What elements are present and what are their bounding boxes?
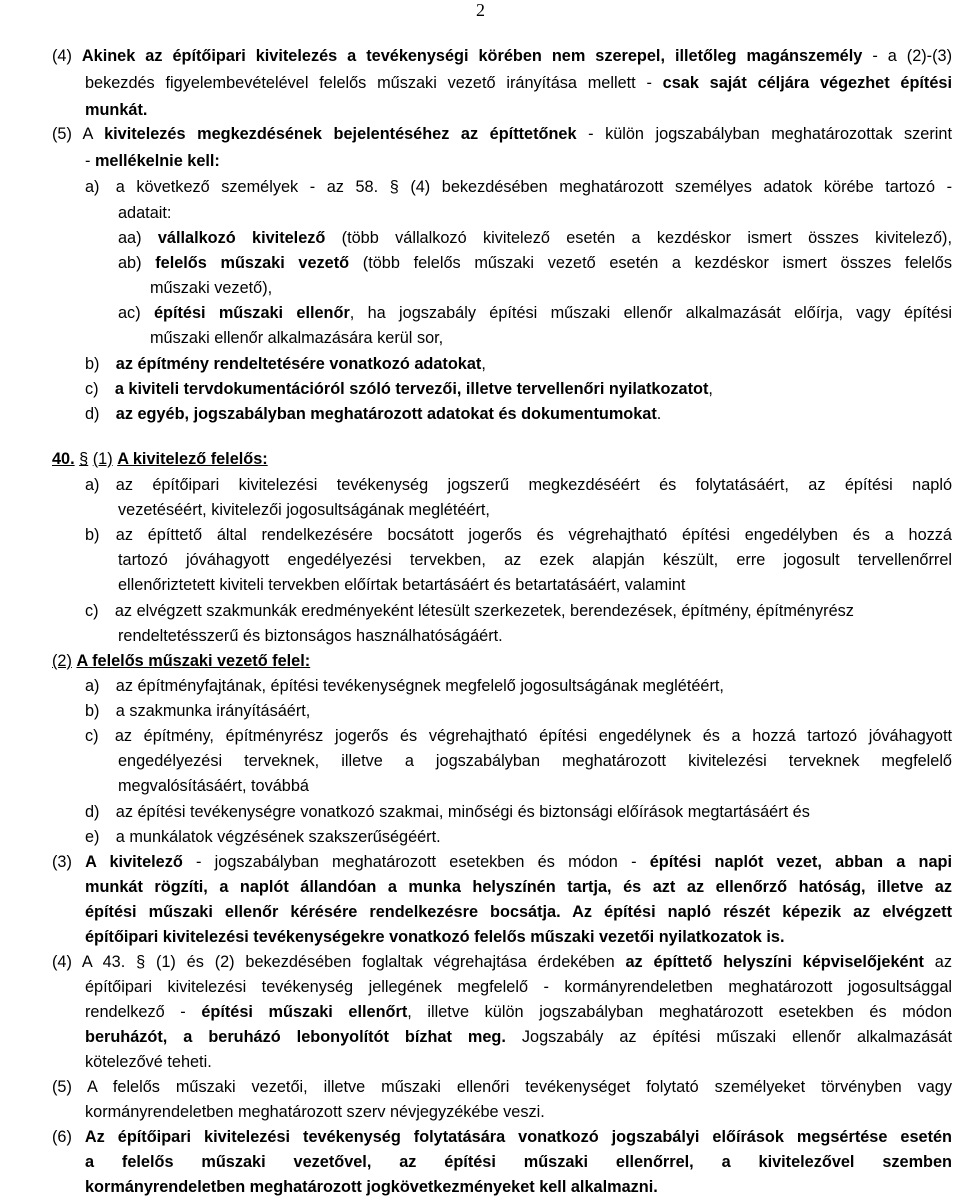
text-span: adatait: [118,204,172,222]
text-line [85,176,952,198]
text-line [85,1151,952,1173]
text-line [118,499,490,521]
text-span: § [79,450,89,468]
text-span: , ha jogszabály építési műszaki ellenőr alkalmazását előírja, vagy építési [349,304,952,322]
text-line [85,1001,952,1023]
text-span: (4) [52,47,82,65]
text-span: kormányrendeletben meghatározott szerv névjegyzékébe veszi. [85,1103,545,1121]
text-span: - a (2)-(3) [862,47,952,65]
text-span: c) az építmény, építményrész jogerős és végrehajtható építési engedélynek és a hozzá tartozó jóváhagyott [85,727,952,745]
text-line [85,901,952,923]
text-line [118,574,685,596]
text-span: Jogszabály az építési műszaki ellenőr alkalmazását [505,1028,952,1046]
text-line [118,227,952,249]
text-line [85,353,486,375]
text-line [85,403,661,425]
text-span: ab) [118,254,156,272]
text-span: a) az építőipari kivitelezési tevékenység jogszerű megkezdéséért és folytatásáért, az építési napló [85,476,952,494]
text-line [52,1126,952,1148]
text-span: csak saját céljára végezhet építési [662,74,952,92]
text-line [85,474,952,496]
text-span: (5) A [52,125,105,143]
text-line [52,951,952,973]
text-line [85,926,784,948]
text-span: (több vállalkozó kivitelező esetén a kezdéskor ismert összes kivitelező), [325,229,952,247]
text-line [150,327,443,349]
text-span: (több felelős műszaki vezető esetén a kezdéskor ismert összes felelős [349,254,952,272]
text-line [85,675,724,697]
text-span: c) [85,380,115,398]
text-span: , [481,355,486,373]
text-span: az építtető helyszíni képviselőjeként [625,953,924,971]
text-line [52,45,952,67]
text-span: Akinek az építőipari kivitelezés a tevékenységi körében nem szerepel, illetőleg magánszemély [81,47,863,65]
text-span: e) a munkálatok végzésének szakszerűségéért. [85,828,441,846]
text-span: b) az építtető által rendelkezésére bocsátott jogerős és végrehajtható építési engedélyben és a hozzá [85,526,952,544]
text-span: (1) [92,450,113,468]
text-span: aa) [118,229,158,247]
text-line [85,700,310,722]
text-span: a) a következő személyek - az 58. § (4) bekezdésében meghatározott személyes adatok körébe tartozó - [85,178,952,196]
text-span: - [85,152,95,170]
text-line [52,851,952,873]
text-line [85,725,952,747]
text-line [85,976,952,998]
text-span: munkát. [85,101,148,119]
text-span: felelős műszaki vezető [155,254,350,272]
text-line [85,1176,658,1198]
text-span: engedélyezési terveknek, illetve a jogszabályban meghatározott kivitelezési terveknek megfelelő [118,752,952,770]
text-span: építőipari kivitelezési tevékenység jellegének megfelelő - kormányrendeletben meghatározott jogosultsággal [85,978,952,996]
text-span: kötelezővé teheti. [85,1053,212,1071]
text-line [118,775,309,797]
text-line [85,1051,212,1073]
text-span: bekezdés figyelembevételével felelős műszaki vezető irányítása mellett - [85,74,663,92]
text-span: - jogszabályban meghatározott esetekben és módon - [182,853,650,871]
text-line [85,524,952,546]
text-span: d) [85,405,116,423]
text-span: - külön jogszabályban meghatározottak szerint [576,125,952,143]
text-span: az építmény rendeltetésére vonatkozó adatokat [115,355,482,373]
text-span: (6) [52,1128,85,1146]
text-span: építőipari kivitelezési tevékenységekre vonatkozó felelős műszaki vezetői nyilatkozatok is. [85,928,785,946]
text-span: c) az elvégzett szakmunkák eredményeként létesült szerkezetek, berendezések, építmény, építményrész [85,602,854,620]
text-line [85,150,220,172]
text-span: . [656,405,662,423]
text-span: az egyéb, jogszabályban meghatározott adatokat és dokumentumokat [115,405,657,423]
text-span: , [708,380,713,398]
text-span: tartozó jóváhagyott engedélyezési tervekben, az ezek alapján készült, erre jogosult tervellenőrrel [118,551,952,569]
text-span: műszaki vezető), [150,279,273,297]
text-line [118,202,171,224]
text-span: , illetve külön jogszabályban meghatározott esetekben és módon [407,1003,952,1021]
text-span: építési műszaki ellenőr [153,304,350,322]
text-span: 40. [52,450,75,468]
text-span: vállalkozó kivitelező [157,229,326,247]
text-span: b) [85,355,116,373]
text-span: (3) [52,853,86,871]
text-line [85,1101,545,1123]
text-span: A felelős műszaki vezető felel: [76,652,311,670]
text-span: megvalósításáért, továbbá [118,777,309,795]
text-line [118,750,952,772]
text-span: vezetéséért, kivitelezői jogosultságának meglétéért, [118,501,490,519]
text-line [52,123,952,145]
text-span: munkát rögzíti, a naplót állandóan a munka helyszínén tartja, és azt az ellenőrző hatóság, illetve az [85,878,952,896]
text-line [85,826,441,848]
text-line [118,252,952,274]
text-line [118,549,952,571]
page-number: 2 [476,0,485,20]
text-span: ac) [118,304,154,322]
text-span: a felelős műszaki vezetővel, az építési műszaki ellenőrrel, a kivitelezővel szemben [85,1153,952,1171]
text-line [118,625,503,647]
text-span: A kivitelező [85,853,183,871]
text-span: kivitelezés megkezdésének bejelentéséhez az építtetőnek [104,125,577,143]
text-span: építési műszaki ellenőr kérésére rendelkezésre bocsátja. Az építési napló részét képezik az elvégzett [85,903,952,921]
text-line [52,650,310,672]
text-span: (5) A felelős műszaki vezetői, illetve műszaki ellenőri tevékenységet folytató személyeket törvényben vagy [52,1078,952,1096]
text-span: Az építőipari kivitelezési tevékenység folytatására vonatkozó jogszabályi előírások megsértése esetén [84,1128,952,1146]
text-line [85,801,810,823]
text-span: építési műszaki ellenőrt [201,1003,408,1021]
text-line [52,1076,952,1098]
text-span: építési naplót vezet, abban a napi [649,853,952,871]
text-line [118,302,952,324]
text-line [150,277,272,299]
text-line [85,72,952,94]
text-line [85,1026,952,1048]
text-span: a kiviteli tervdokumentációról szóló tervezői, illetve tervellenőri nyilatkozatot [114,380,709,398]
text-line [85,600,854,622]
text-span: b) a szakmunka irányításáért, [85,702,311,720]
text-span: kormányrendeletben meghatározott jogkövetkezményeket kell alkalmazni. [85,1178,658,1196]
text-span: ellenőriztetett kiviteli tervekben előírtak betartásáért és betartatásáért, valamint [118,576,686,594]
text-span: az [923,953,952,971]
text-span: mellékelnie kell: [94,152,220,170]
text-span: (2) [52,652,72,670]
text-span: A kivitelező felelős: [117,450,268,468]
text-span: a) az építményfajtának, építési tevékenységnek megfelelő jogosultságának meglétéért, [85,677,724,695]
text-line [85,99,147,121]
text-span: (4) A 43. § (1) és (2) bekezdésében foglaltak végrehajtása érdekében [52,953,626,971]
text-span: rendeltetésszerű és biztonságos használhatóságáért. [118,627,503,645]
text-span: d) az építési tevékenységre vonatkozó szakmai, minőségi és biztonsági előírások megtartásáért és [85,803,810,821]
text-line [85,876,952,898]
text-span: beruházót, a beruházó lebonyolítót bízhat meg. [85,1028,506,1046]
text-span: műszaki ellenőr alkalmazására kerül sor, [150,329,444,347]
text-span: rendelkező - [85,1003,202,1021]
text-line [85,378,713,400]
text-line [52,448,268,470]
